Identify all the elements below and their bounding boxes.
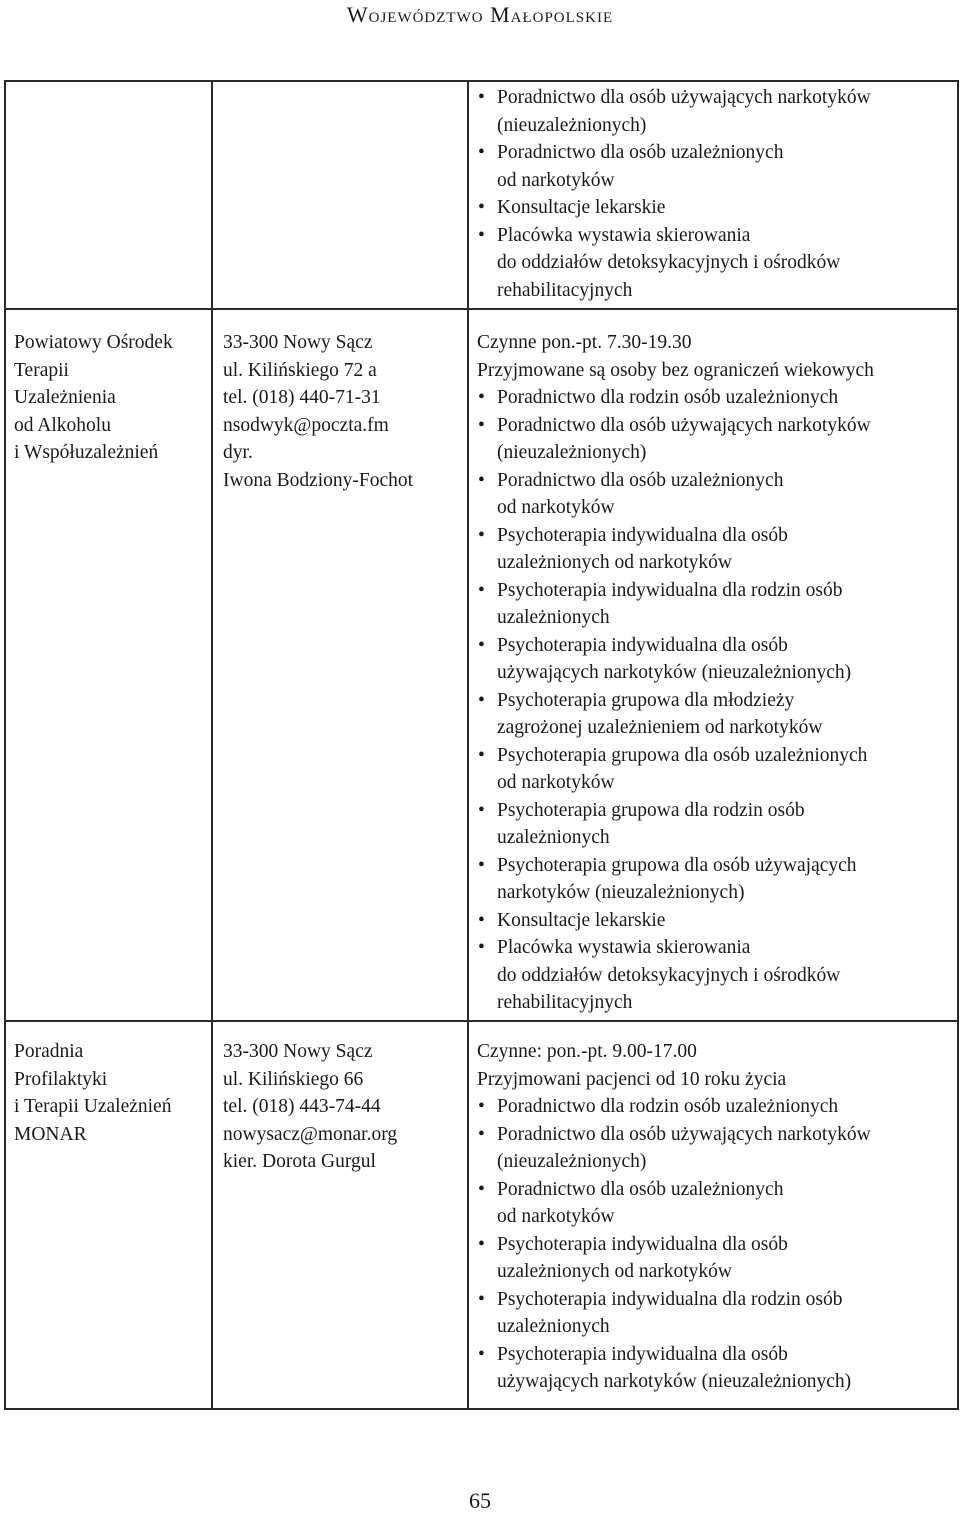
bullet-icon: • [478,937,485,958]
services-list [477,84,949,304]
bullet-icon: • [478,414,485,436]
service-line: Konsultacje lekarskie [497,909,666,931]
facility-name-line: Terapii [14,359,69,381]
table-row [5,81,958,309]
facility-name-line: Powiatowy Ośrodek [14,332,173,353]
service-line: Poradnictwo dla rodzin osób uzależnionych [497,1096,839,1117]
service-item [477,412,949,467]
address-line: nsodwyk@poczta.fm [223,414,389,436]
address-line: ul. Kilińskiego 66 [223,1068,364,1090]
service-line: uzależnionych [497,827,610,848]
bullet-icon: • [478,1288,485,1310]
page-number: 65 [469,1488,491,1513]
service-line: Psychoterapia indywidualna dla osób [497,634,788,656]
service-item [477,84,949,139]
bullet-icon: • [478,854,485,876]
service-line: Poradnictwo dla osób używających narkotyków [497,414,871,436]
service-line: do oddziałów detoksykacyjnych i ośrodków [497,252,841,273]
bullet-icon: • [478,197,485,218]
service-line: (nieuzależnionych) [497,1151,647,1172]
service-line: Psychoterapia indywidualna dla rodzin osób [497,579,843,601]
address-line: dyr. [223,442,253,463]
service-item [477,852,949,907]
service-line: Psychoterapia indywidualna dla osób [497,1343,788,1365]
facility-name-line: Uzależnienia [14,387,116,408]
bullet-icon: • [478,524,485,546]
service-item [477,139,949,194]
info-line: Przyjmowani pacjenci od 10 roku życia [477,1068,787,1090]
info-line: Przyjmowane są osoby bez ograniczeń wiekowych [477,359,874,381]
service-item [477,797,949,852]
service-line: uzależnionych od narkotyków [497,552,733,573]
service-line: używających narkotyków (nieuzależnionych) [497,662,852,683]
service-line: od narkotyków [497,497,615,518]
facility-name-line: od Alkoholu [14,414,111,436]
service-line: Poradnictwo dla rodzin osób uzależnionych [497,387,839,408]
service-line: Psychoterapia grupowa dla młodzieży [497,689,795,711]
service-line: Psychoterapia grupowa dla osób uzależnionych [497,744,868,766]
services-list [477,1093,949,1396]
service-item [477,907,949,935]
bullet-icon: • [478,142,485,163]
service-line: Konsultacje lekarskie [497,197,666,218]
service-line: Poradnictwo dla osób uzależnionych [497,469,784,491]
address-line: 33-300 Nowy Sącz [223,1041,373,1062]
service-line: Psychoterapia indywidualna dla osób [497,1233,788,1255]
service-item [477,1286,949,1341]
facility-services-cell [468,309,958,1021]
bullet-icon: • [478,799,485,821]
bullet-icon: • [478,87,485,108]
service-line: uzależnionych [497,1316,610,1337]
address-line: tel. (018) 443-74-44 [223,1096,381,1117]
service-item [477,1176,949,1231]
page-header [0,0,960,40]
service-line: narkotyków (nieuzależnionych) [497,882,745,903]
facility-name-line: i Terapii Uzależnień [14,1096,172,1117]
bullet-icon: • [478,744,485,766]
service-line: uzależnionych od narkotyków [497,1261,733,1282]
service-line: rehabilitacyjnych [497,992,633,1013]
facility-name-cell [5,309,212,1021]
service-item [477,577,949,632]
service-line: Placówka wystawia skierowania [497,224,751,246]
bullet-icon: • [478,689,485,711]
service-line: od narkotyków [497,1206,615,1227]
service-item [477,1231,949,1286]
service-line: (nieuzależnionych) [497,114,647,136]
facility-address-cell [212,81,468,309]
service-item [477,1121,949,1176]
service-line: Psychoterapia grupowa dla rodzin osób [497,799,805,821]
table-row [5,309,958,1021]
page-title: Województwo Małopolskie [346,2,614,27]
facility-services-cell [468,81,958,309]
address-line: nowysacz@monar.org [223,1123,398,1145]
address-line: Iwona Bodziony-Fochot [223,469,414,491]
bullet-icon: • [478,1178,485,1200]
address-line: tel. (018) 440-71-31 [223,387,381,408]
bullet-icon: • [478,387,485,408]
bullet-icon: • [478,1233,485,1255]
service-line: Psychoterapia indywidualna dla rodzin osób [497,1288,843,1310]
bullet-icon: • [478,634,485,656]
service-line: zagrożonej uzależnieniem od narkotyków [497,717,823,738]
services-list [477,384,949,1017]
service-line: od narkotyków [497,169,615,191]
bullet-icon: • [478,469,485,491]
bullet-icon: • [478,224,485,246]
info-line: Czynne: pon.-pt. 9.00-17.00 [477,1041,697,1062]
service-line: Psychoterapia grupowa dla osób używających [497,854,857,876]
facility-address-cell [212,1021,468,1409]
address-line: kier. Dorota Gurgul [223,1151,376,1172]
service-item [477,1093,949,1121]
facility-table [4,80,959,1410]
facility-name-line: i Współuzależnień [14,442,159,463]
service-item [477,687,949,742]
address-line: 33-300 Nowy Sącz [223,332,373,353]
facility-name-cell [5,1021,212,1409]
service-item [477,194,949,222]
facility-name-cell [5,81,212,309]
service-line: Poradnictwo dla osób używających narkotyków [497,1123,871,1145]
service-line: Poradnictwo dla osób używających narkotyków [497,87,871,108]
service-line: (nieuzależnionych) [497,442,647,463]
service-line: do oddziałów detoksykacyjnych i ośrodków [497,964,841,986]
service-item [477,632,949,687]
service-line: Psychoterapia indywidualna dla osób [497,524,788,546]
facility-name-line: Poradnia [14,1041,84,1062]
bullet-icon: • [478,1123,485,1145]
service-item [477,467,949,522]
facility-name-line: MONAR [14,1123,87,1145]
service-line: Placówka wystawia skierowania [497,937,751,958]
facility-address-cell [212,309,468,1021]
service-item [477,742,949,797]
info-line: Czynne pon.-pt. 7.30-19.30 [477,332,692,353]
bullet-icon: • [478,579,485,601]
service-line: od narkotyków [497,772,615,793]
bullet-icon: • [478,1096,485,1117]
service-line: uzależnionych [497,607,610,628]
service-item [477,522,949,577]
service-item [477,1341,949,1396]
facility-name-line: Profilaktyki [14,1068,108,1090]
bullet-icon: • [478,1343,485,1365]
service-item [477,934,949,1017]
service-line: Poradnictwo dla osób uzależnionych [497,142,784,163]
address-line: ul. Kilińskiego 72 a [223,359,377,381]
service-item [477,222,949,305]
service-line: używających narkotyków (nieuzależnionych) [497,1371,852,1392]
service-item [477,384,949,412]
service-line: rehabilitacyjnych [497,279,633,301]
facility-services-cell [468,1021,958,1409]
bullet-icon: • [478,909,485,931]
service-line: Poradnictwo dla osób uzależnionych [497,1178,784,1200]
table-row [5,1021,958,1409]
